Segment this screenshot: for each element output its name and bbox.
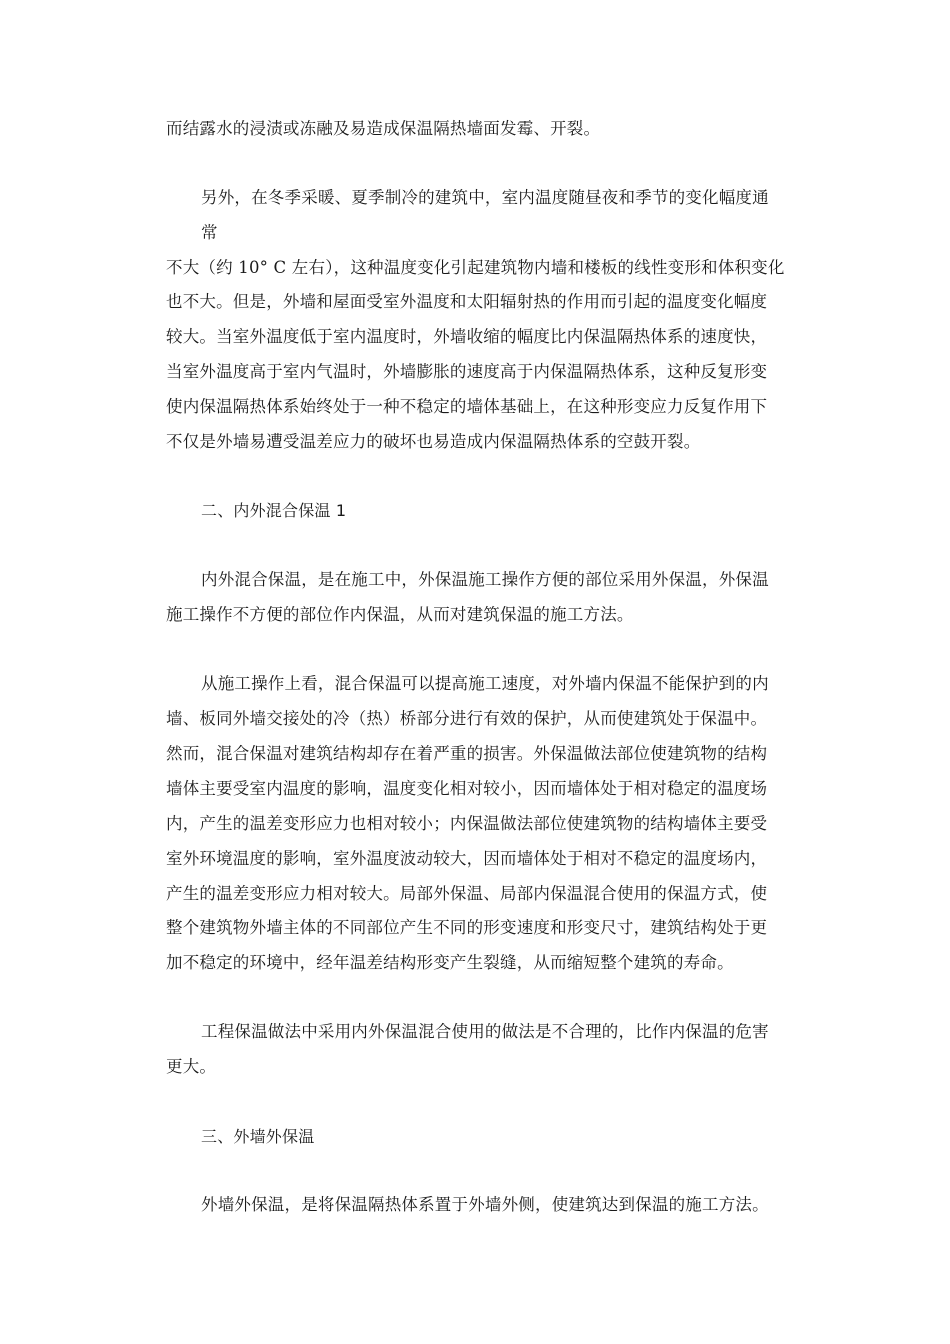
paragraph-line: 更大。 xyxy=(166,1057,217,1076)
paragraph-line: 产生的温差变形应力相对较大。局部外保温、局部内保温混合使用的保温方式，使 xyxy=(166,884,768,903)
paragraph-line: 内外混合保温，是在施工中，外保温施工操作方便的部位采用外保温，外保温 xyxy=(201,570,769,589)
paragraph-line: 施工操作不方便的部位作内保温，从而对建筑保温的施工方法。 xyxy=(166,605,634,624)
paragraph-line: 整个建筑物外墙主体的不同部位产生不同的形变速度和形变尺寸，建筑结构处于更 xyxy=(166,918,768,937)
paragraph-line: 外墙外保温，是将保温隔热体系置于外墙外侧，使建筑达到保温的施工方法。 xyxy=(201,1195,769,1214)
paragraph-line: 工程保温做法中采用内外保温混合使用的做法是不合理的，比作内保温的危害 xyxy=(201,1022,769,1041)
paragraph-line: 较大。当室外温度低于室内温度时，外墙收缩的幅度比内保温隔热体系的速度快， xyxy=(166,327,768,346)
paragraph-line: 不仅是外墙易遭受温差应力的破坏也易造成内保温隔热体系的空鼓开裂。 xyxy=(166,432,701,451)
paragraph-line: 另外，在冬季采暖、夏季制冷的建筑中，室内温度随昼夜和季节的变化幅度通 xyxy=(201,188,769,207)
paragraph-line: 墙体主要受室内温度的影响，温度变化相对较小，因而墙体处于相对稳定的温度场 xyxy=(166,779,768,798)
paragraph-line: 而结露水的浸渍或冻融及易造成保温隔热墙面发霉、开裂。 xyxy=(166,119,601,138)
section-heading: 二、内外混合保温 1 xyxy=(201,501,347,520)
paragraph-line: 墙、板同外墙交接处的冷（热）桥部分进行有效的保护，从而使建筑处于保温中。 xyxy=(166,709,768,728)
paragraph-line: 也不大。但是，外墙和屋面受室外温度和太阳辐射热的作用而引起的温度变化幅度 xyxy=(166,292,768,311)
section-heading: 三、外墙外保温 xyxy=(201,1127,315,1146)
paragraph-line: 室外环境温度的影响，室外温度波动较大，因而墙体处于相对不稳定的温度场内， xyxy=(166,849,768,868)
paragraph-line: 然而，混合保温对建筑结构却存在着严重的损害。外保温做法部位使建筑物的结构 xyxy=(166,744,768,763)
paragraph-line: 当室外温度高于室内气温时，外墙膨胀的速度高于内保温隔热体系，这种反复形变 xyxy=(166,362,768,381)
paragraph-line: 加不稳定的环境中，经年温差结构形变产生裂缝，从而缩短整个建筑的寿命。 xyxy=(166,953,734,972)
paragraph-line: 从施工操作上看，混合保温可以提高施工速度，对外墙内保温不能保护到的内 xyxy=(201,674,769,693)
paragraph-line: 不大（约 10° C 左右），这种温度变化引起建筑物内墙和楼板的线性变形和体积变化 xyxy=(166,258,785,277)
paragraph-line: 使内保温隔热体系始终处于一种不稳定的墙体基础上，在这种形变应力反复作用下 xyxy=(166,397,768,416)
paragraph-line: 常 xyxy=(201,223,218,242)
paragraph-line: 内，产生的温差变形应力也相对较小；内保温做法部位使建筑物的结构墙体主要受 xyxy=(166,814,768,833)
